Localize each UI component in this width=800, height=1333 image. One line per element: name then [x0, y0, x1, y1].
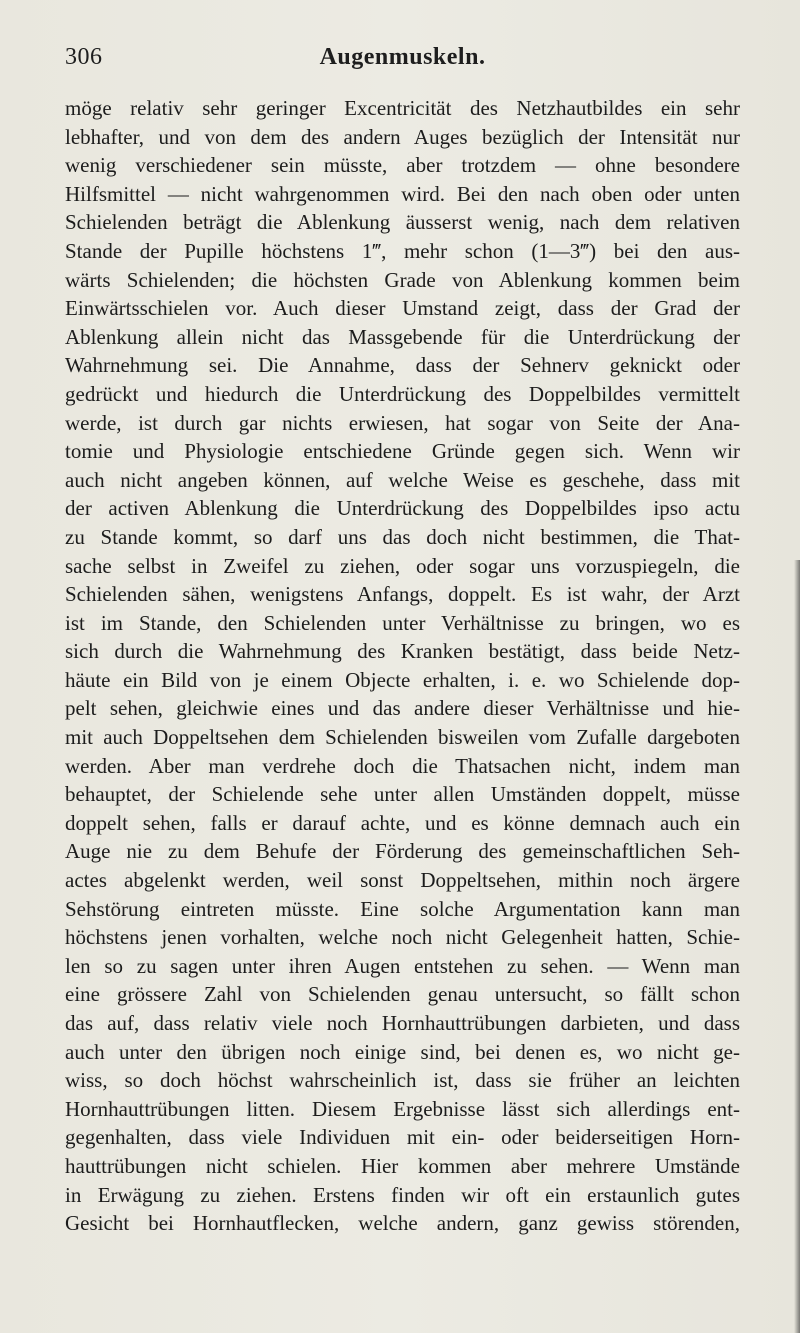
text-line: in Erwägung zu ziehen. Erstens finden wir oft ein erstaunlich gutes: [65, 1182, 740, 1207]
text-line: das auf, dass relativ viele noch Hornhauttrübungen darbieten, und dass: [65, 1011, 740, 1035]
body-text: [65, 94, 740, 1238]
text-line: wenig verschiedener sein müsste, aber trotzdem — ohne besondere: [65, 153, 740, 178]
text-line: werde, ist durch gar nichts erwiesen, hat sogar von Seite der Ana-: [65, 410, 740, 435]
text-line: auch nicht angeben können, auf welche Weise es geschehe, dass mit: [65, 467, 740, 492]
text-line: eine grössere Zahl von Schielenden genau untersucht, so fällt schon: [65, 982, 740, 1007]
page-edge-shadow: [794, 560, 800, 1333]
text-line: häute ein Bild von je einem Objecte erhalten, i. e. wo Schielende dop-: [65, 667, 740, 692]
running-title: Augenmuskeln.: [319, 44, 486, 70]
text-line: tomie und Physiologie entschiedene Gründe gegen sich. Wenn wir: [65, 439, 740, 464]
text-line: gegenhalten, dass viele Individuen mit ein- oder beiderseitigen Horn-: [65, 1125, 740, 1150]
text-line: pelt sehen, gleichwie eines und das andere dieser Verhältnisse und hie-: [65, 696, 740, 721]
text-line: Schielenden beträgt die Ablenkung äusserst wenig, nach dem relativen: [65, 210, 740, 235]
text-line: Schielenden sähen, wenigstens Anfangs, doppelt. Es ist wahr, der Arzt: [65, 582, 740, 607]
text-line: sich durch die Wahrnehmung des Kranken bestätigt, dass beide Netz-: [65, 639, 740, 664]
text-line: mit auch Doppeltsehen dem Schielenden bisweilen vom Zufalle dargeboten: [65, 725, 740, 750]
text-line: gedrückt und hiedurch die Unterdrückung des Doppelbildes vermittelt: [65, 381, 740, 406]
text-line: der activen Ablenkung die Unterdrückung des Doppelbildes ipso actu: [65, 496, 740, 521]
page-header: [65, 44, 740, 78]
text-line: Wahrnehmung sei. Die Annahme, dass der Sehnerv geknickt oder: [65, 353, 740, 378]
text-line: höchstens jenen vorhalten, welche noch nicht Gelegenheit hatten, Schie-: [65, 925, 740, 950]
text-line: wiss, so doch höchst wahrscheinlich ist, dass sie früher an leichten: [65, 1068, 740, 1093]
text-line: Hornhauttrübungen litten. Diesem Ergebnisse lässt sich allerdings ent-: [65, 1096, 740, 1121]
text-line: Einwärtsschielen vor. Auch dieser Umstand zeigt, dass der Grad der: [65, 296, 740, 321]
text-line: möge relativ sehr geringer Excentricität des Netzhautbildes ein sehr: [65, 96, 740, 120]
text-line: Auge nie zu dem Behufe der Förderung des gemeinschaftlichen Seh-: [65, 839, 740, 864]
page-number: 306: [65, 44, 103, 70]
text-line: Stande der Pupille höchstens 1‴, mehr schon (1—3‴) bei den aus-: [65, 238, 740, 263]
text-line: Ablenkung allein nicht das Massgebende für die Unterdrückung der: [65, 324, 740, 349]
text-line: Hilfsmittel — nicht wahrgenommen wird. Bei den nach oben oder unten: [65, 181, 740, 206]
text-line: doppelt sehen, falls er darauf achte, und es könne demnach auch ein: [65, 810, 740, 835]
text-line: Sehstörung eintreten müsste. Eine solche Argumentation kann man: [65, 896, 740, 921]
text-line: ist im Stande, den Schielenden unter Verhältnisse zu bringen, wo es: [65, 610, 740, 635]
text-line: Gesicht bei Hornhautflecken, welche andern, ganz gewiss störenden,: [65, 1211, 740, 1236]
text-line: sache selbst in Zweifel zu ziehen, oder sogar uns vorzuspiegeln, die: [65, 553, 740, 578]
text-line: werden. Aber man verdrehe doch die Thatsachen nicht, indem man: [65, 753, 740, 778]
text-line: behauptet, der Schielende sehe unter allen Umständen doppelt, müsse: [65, 782, 740, 807]
text-line: wärts Schielenden; die höchsten Grade von Ablenkung kommen beim: [65, 267, 740, 292]
text-line: len so zu sagen unter ihren Augen entstehen zu sehen. — Wenn man: [65, 953, 740, 978]
text-line: auch unter den übrigen noch einige sind, bei denen es, wo nicht ge-: [65, 1039, 740, 1064]
text-line: lebhafter, und von dem des andern Auges bezüglich der Intensität nur: [65, 124, 740, 149]
text-line: zu Stande kommt, so darf uns das doch nicht bestimmen, die That-: [65, 524, 740, 549]
text-line: hauttrübungen nicht schielen. Hier kommen aber mehrere Umstände: [65, 1153, 740, 1178]
text-line: actes abgelenkt werden, weil sonst Doppeltsehen, mithin noch ärgere: [65, 868, 740, 893]
